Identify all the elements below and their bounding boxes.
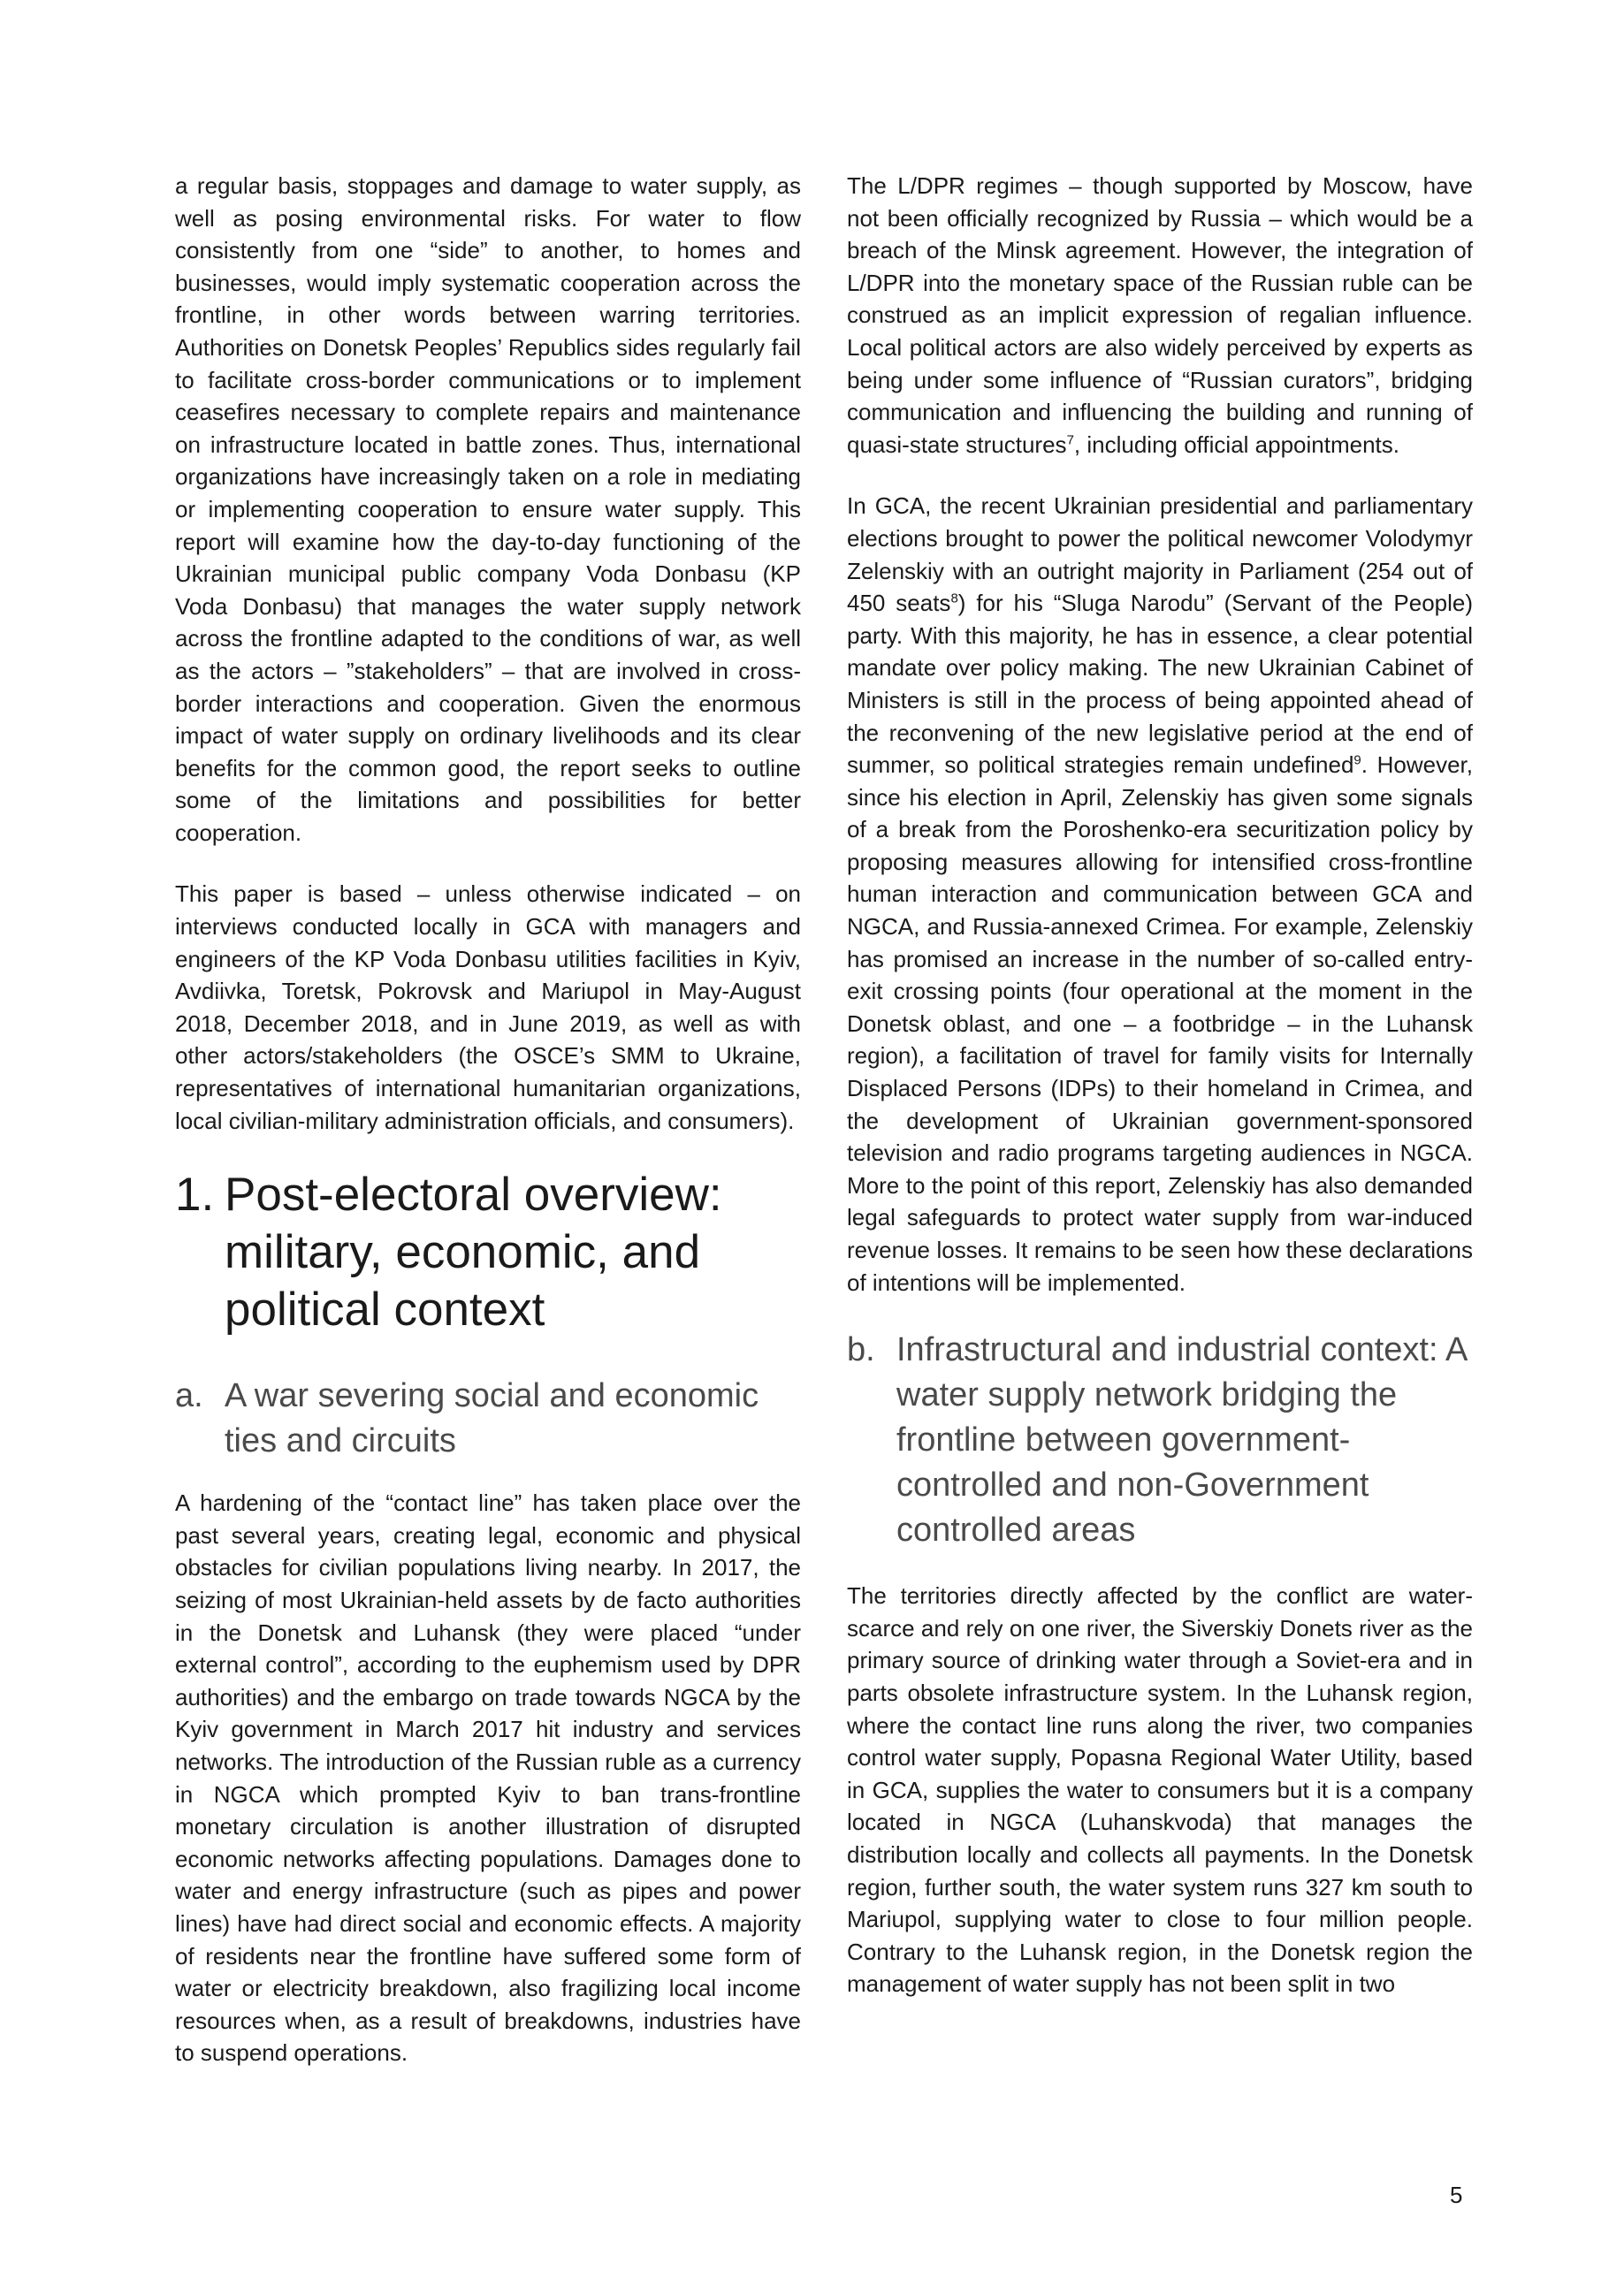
subsection-heading-b — [847, 1328, 1473, 1553]
body-paragraph: A hardening of the “contact line” has taken place over the past several years, creating legal, economic and physical obstacles for civilian populations living nearby. In 2017, the seizing of most Ukrainian-held assets by de facto authorities in the Donetsk and Luhansk (they were placed “under external control”, according to the euphemism used by DPR authorities) and the embargo on trade towards NGCA by the Kyiv government in March 2017 hit industry and services networks. The introduction of the Russian ruble as a currency in NGCA which prompted Kyiv to ban trans-frontline monetary circulation is another illustration of disrupted economic networks affecting populations. Damages done to water and energy infrastructure (such as pipes and power lines) have had direct social and economic effects. A majority of residents near the frontline have suffered some form of water or electricity breakdown, also fragilizing local income resources when, as a result of breakdowns, industries have to suspend operations. — [175, 1489, 801, 2067]
subsection-number: b. — [847, 1331, 875, 1369]
footnote-ref-9[interactable]: 9 — [1353, 752, 1361, 768]
text-run: The L/DPR regimes – though supported by Moscow, have not been officially recognized by Russia – which would be a breach of the Minsk agreement. However, the integration of L/DPR into the monetary space of the Russian ruble can be construed as an implicit expression of regalian influence. Local political actors are also widely perceived by experts as being under some influence of “Russian curators”, bridging communication and influencing the building and running of quasi-state structures — [847, 172, 1473, 458]
footnote-ref-8[interactable]: 8 — [950, 590, 958, 606]
right-column — [847, 170, 1473, 2030]
body-paragraph: This paper is based – unless otherwise indicated – on interviews conducted locally in GCA with managers and engineers of the KP Voda Donbasu utilities facilities in Kyiv, Avdiivka, Toretsk, Pokrovsk and Mariupol in May-August 2018, December 2018, and in June 2019, as well as with other actors/stakeholders (the OSCE’s SMM to Ukraine, representatives of international humanitarian organizations, local civilian-military administration officials, and consumers). — [175, 880, 801, 1134]
body-paragraph: The territories directly affected by the conflict are water-scarce and rely on one river, the Siverskiy Donets river as the primary source of drinking water through a Soviet-era and in parts obsolete infrastructure system. In the Luhansk region, where the contact line runs along the river, two companies control water supply, Popasna Regional Water Utility, based in GCA, supplies the water to consumers but it is a company located in NGCA (Luhanskvoda) that manages the distribution locally and collects all payments. In the Donetsk region, further south, the water system runs 327 km south to Mariupol, supplying water to close to four million people. Contrary to the Luhansk region, in the Donetsk region the management of water supply has not been split in two — [847, 1582, 1473, 1998]
text-run: In GCA, the recent Ukrainian presidential and parliamentary elections brought to power the political newcomer Volodymyr Zelenskiy with an outright majority in Parliament (254 out of 450 seats — [847, 492, 1473, 617]
text-run: ) for his “Sluga Narodu” (Servant of the People) party. With this majority, he has in essence, a clear potential mandate over policy making. The new Ukrainian Cabinet of Ministers is still in the process of being appointed ahead of the reconvening of the new legislative period at the end of summer, so political strategies remain undefined — [847, 590, 1474, 779]
section-heading — [175, 1166, 801, 1338]
section-title: Post-electoral overview: military, economic, and political context — [225, 1169, 722, 1337]
text-run: . However, since his election in April, Zelenskiy has given some signals of a break from the Poroshenko-era securitization policy by proposing measures allowing for intensified cross-frontline human interaction and communication between GCA and NGCA, and Russia-annexed Crimea. For example, Zelenskiy has promised an increase in the number of so-called entry-exit crossing points (four operational at the moment in the Donetsk oblast, and one – a footbridge – in the Luhansk region), a facilitation of travel for family visits for Internally Displaced Persons (IDPs) to their homeland in Crimea, and the development of Ukrainian government-sponsored television and radio programs targeting audiences in NGCA. More to the point of this report, Zelenskiy has also demanded legal safeguards to protect water supply from war-induced revenue losses. It remains to be seen how these declarations of intentions will be implemented. — [847, 751, 1473, 1296]
body-paragraph — [847, 490, 1473, 1299]
subsection-title: A war severing social and economic ties and circuits — [225, 1377, 759, 1460]
subsection-number: a. — [175, 1377, 203, 1415]
text-run: , including official appointments. — [1073, 430, 1399, 458]
subsection-title: Infrastructural and industrial context: A water supply network bridging the frontline between government-controlled and non-Government controlled areas — [896, 1331, 1467, 1550]
page-number: 5 — [1450, 2182, 1463, 2208]
footnote-ref-7[interactable]: 7 — [1066, 432, 1074, 448]
left-column — [175, 170, 801, 2099]
body-paragraph — [847, 170, 1473, 461]
body-paragraph: a regular basis, stoppages and damage to water supply, as well as posing environmental risks. For water to flow consistently from one “side” to another, to homes and businesses, would imply systematic cooperation across the frontline, in other words between warring territories. Authorities on Donetsk Peoples’ Republics sides regularly fail to facilitate cross-border communications or to implement ceasefires necessary to complete repairs and maintenance on infrastructure located in battle zones. Thus, international organizations have increasingly taken on a role in mediating or implementing cooperation to ensure water supply. This report will examine how the day-to-day functioning of the Ukrainian municipal public company Voda Donbasu (KP Voda Donbasu) that manages the water supply network across the frontline adapted to the conditions of war, as well as the actors – ”stakeholders” – that are involved in cross-border interactions and cooperation. Given the enormous impact of water supply on ordinary livelihoods and its clear benefits for the common good, the report seeks to outline some of the limitations and possibilities for better cooperation. — [175, 172, 801, 846]
section-number: 1. — [175, 1169, 215, 1222]
subsection-heading-a — [175, 1374, 801, 1464]
